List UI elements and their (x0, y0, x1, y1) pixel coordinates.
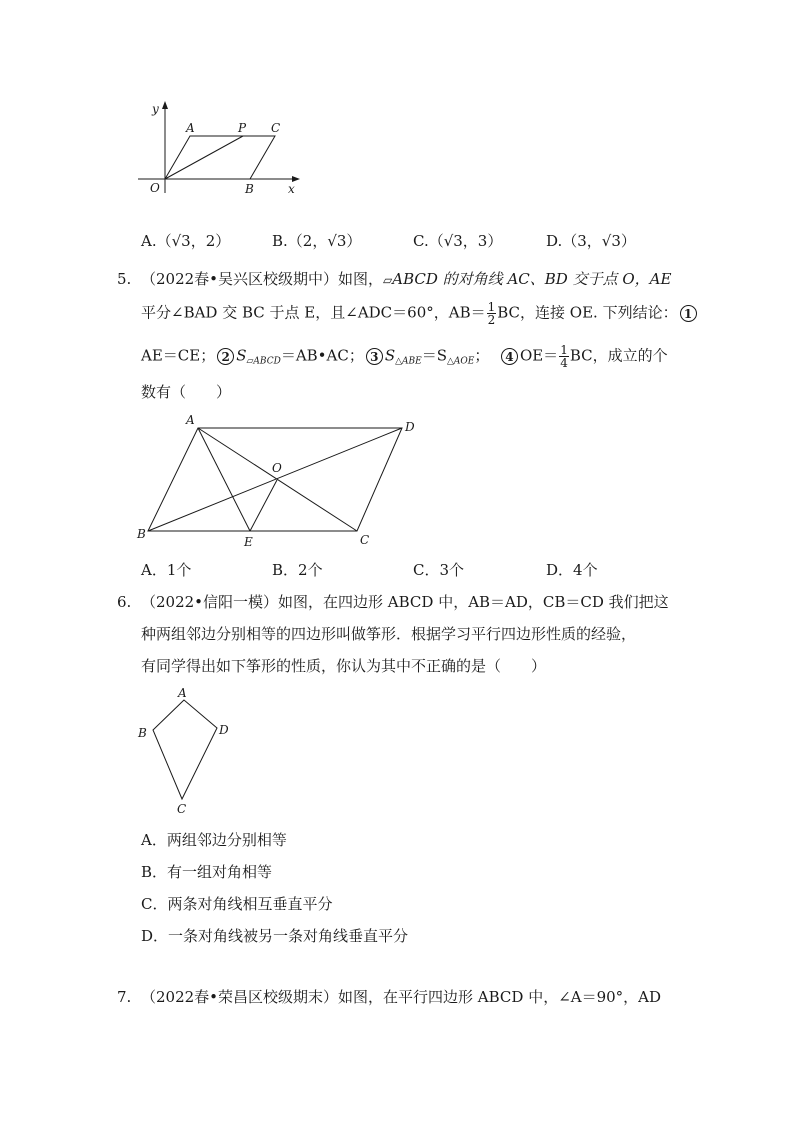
label-a: A (178, 686, 187, 700)
label-p: P (238, 121, 247, 135)
q4-option-c[interactable]: C.（√3，3） (413, 232, 503, 250)
circled-number-2: 2 (217, 348, 234, 365)
q4-option-a[interactable]: A.（√3，2） (141, 232, 231, 250)
circled-number-4: 4 (501, 348, 518, 365)
label-a: A (186, 121, 195, 135)
fraction-quarter: $\frac{1}{4}$ (560, 343, 568, 370)
q5-number: 5. (117, 270, 132, 288)
label-c: C (177, 802, 187, 816)
parallelogram-icon: ▱ (383, 273, 393, 287)
q5-line-3: AE＝CE； 2 $S_{▱ABCD}=AB•AC$； 3 $S_{\triangle ABE}=S_{\triangle AOE}$； 4 OE＝ $\frac{1}{4}$ BC，成立的个 (141, 343, 668, 370)
label-b: B (137, 527, 146, 541)
q5-line-1: （2022春•吴兴区校级期中）如图，▱ABCD 的对角线 AC、BD 交于点 O，AE (141, 270, 672, 288)
q6-line-2: 种两组邻边分别相等的四边形叫做筝形．根据学习平行四边形性质的经验， (141, 625, 637, 643)
label-d: D (219, 723, 229, 737)
q5-option-b[interactable]: B．2个 (272, 561, 323, 579)
circled-number-3: 3 (366, 348, 383, 365)
label-b: B (138, 726, 147, 740)
q5-option-d[interactable]: D．4个 (546, 561, 598, 579)
q7-line-1: （2022春•荣昌区校级期末）如图，在平行四边形 ABCD 中，∠A＝90°，AD (141, 988, 662, 1006)
q6-number: 6. (117, 593, 132, 611)
label-o: O (150, 181, 160, 195)
label-y: y (152, 102, 159, 116)
circled-number-1: 1 (680, 305, 697, 322)
label-d: D (405, 420, 415, 434)
q6-option-a[interactable]: A．两组邻边分别相等 (141, 831, 287, 849)
figure-q6-kite (132, 684, 242, 819)
q5-option-c[interactable]: C．3个 (413, 561, 465, 579)
q6-option-d[interactable]: D．一条对角线被另一条对角线垂直平分 (141, 927, 409, 945)
q6-line-3: 有同学得出如下筝形的性质，你认为其中不正确的是（ ） (141, 657, 547, 675)
q5-option-a[interactable]: A．1个 (141, 561, 192, 579)
label-c: C (271, 121, 281, 135)
label-x: x (288, 182, 295, 196)
label-a: A (186, 413, 195, 427)
q5-line-4: 数有（ ） (141, 383, 232, 401)
label-b: B (245, 182, 254, 196)
figure-q5-parallelogram (132, 410, 422, 552)
q4-option-b[interactable]: B.（2，√3） (272, 232, 362, 250)
label-o: O (272, 461, 282, 475)
q5-line-2: 平分∠BAD 交 BC 于点 E，且∠ADC＝60°，AB＝ $\frac{1}{2}$ BC，连接 OE. 下列结论： 1 (141, 301, 699, 326)
figure-q4-parallelogram (130, 98, 310, 198)
q6-line-1: （2022•信阳一模）如图，在四边形 ABCD 中，AB＝AD，CB＝CD 我们把这 (141, 593, 669, 611)
q6-option-b[interactable]: B．有一组对角相等 (141, 863, 273, 881)
label-e: E (244, 535, 253, 549)
label-c: C (360, 533, 370, 547)
q7-number: 7. (117, 988, 132, 1006)
q4-option-d[interactable]: D.（3，√3） (546, 232, 636, 250)
q6-option-c[interactable]: C．两条对角线相互垂直平分 (141, 895, 333, 913)
fraction-half: $\frac{1}{2}$ (487, 300, 496, 327)
